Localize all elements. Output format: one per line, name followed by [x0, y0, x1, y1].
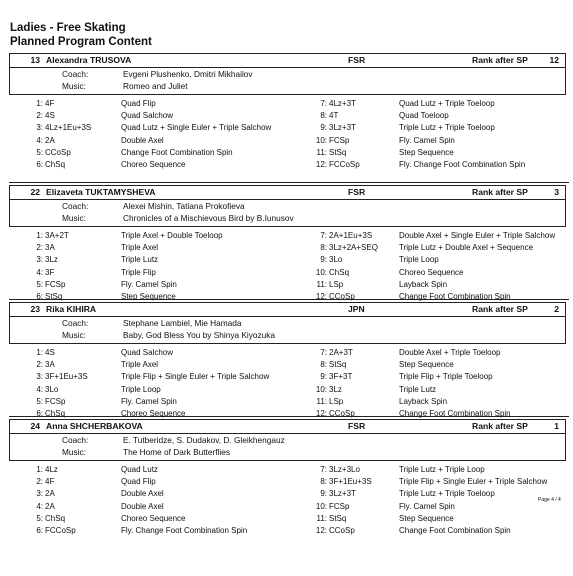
element-description: Triple Loop	[399, 255, 439, 265]
coach-value: Stephane Lambiel, Mie Hamada	[123, 318, 242, 328]
element-index: 7:	[320, 348, 327, 357]
element-code: StSq	[329, 147, 347, 157]
element-code: LSp	[329, 279, 344, 289]
element-index: 4:	[36, 135, 43, 145]
element-index: 6:	[36, 160, 43, 169]
element-code: 4T	[329, 111, 339, 121]
element-index: 4:	[36, 267, 43, 277]
rank-value: 2	[554, 304, 559, 314]
section-divider	[9, 416, 569, 417]
coach-value: E. Tutberidze, S. Dudakov, D. Gleikhengauz	[123, 435, 285, 445]
music-row	[10, 447, 565, 459]
element-code: CCoSp	[45, 147, 71, 157]
element-description: Triple Loop	[121, 384, 161, 394]
skater-name: Anna SHCHERBAKOVA	[46, 421, 143, 431]
skater-name: Elizaveta TUKTAMYSHEVA	[46, 187, 156, 197]
element-code: 3Lo	[329, 255, 343, 265]
element-code: 2A	[45, 501, 55, 511]
element-index: 7:	[320, 465, 327, 474]
element-index: 5:	[36, 513, 43, 523]
element-code: 2A	[45, 135, 55, 145]
element-index: 10:	[315, 267, 327, 277]
element-description: Triple Lutz + Triple Toeloop	[399, 489, 495, 499]
element-index: 10:	[315, 384, 327, 394]
rank-label: Rank after SP	[472, 187, 528, 197]
nation-code: FSR	[348, 187, 366, 197]
element-description: Triple Lutz	[121, 255, 159, 265]
element-index: 3:	[36, 489, 43, 499]
element-code: 3F+1Eu+3S	[329, 477, 372, 487]
element-description: Fly. Change Foot Combination Spin	[121, 526, 248, 535]
music-label: Music:	[62, 330, 86, 340]
element-code: ChSq	[45, 160, 66, 169]
element-index: 12:	[315, 292, 327, 301]
element-index: 11:	[316, 279, 327, 289]
element-index: 10:	[315, 135, 327, 145]
skater-header	[9, 302, 566, 317]
element-description: Layback Spin	[399, 279, 448, 289]
element-description: Triple Axel + Double Toeloop	[121, 231, 223, 240]
section-divider	[9, 182, 569, 183]
element-index: 9:	[320, 372, 327, 382]
skater-meta	[9, 68, 566, 95]
element-code: StSq	[329, 513, 347, 523]
element-description: Triple Lutz + Triple Toeloop	[399, 123, 495, 133]
element-code: StSq	[329, 360, 347, 370]
element-index: 10:	[315, 501, 327, 511]
element-index: 3:	[36, 255, 43, 265]
skater-name: Rika KIHIRA	[46, 304, 97, 314]
element-code: 2A	[45, 489, 55, 499]
element-description: Quad Flip	[121, 477, 156, 487]
element-list	[9, 95, 566, 169]
element-index: 12:	[315, 409, 327, 418]
rank-label: Rank after SP	[472, 55, 528, 65]
element-index: 9:	[320, 489, 327, 499]
element-index: 8:	[320, 111, 327, 121]
music-label: Music:	[62, 447, 86, 457]
section-divider	[9, 299, 569, 300]
element-description: Choreo Sequence	[399, 267, 464, 277]
music-value: Baby, God Bless You by Shinya Kiyozuka	[123, 330, 276, 340]
element-description: Fly. Change Foot Combination Spin	[399, 160, 526, 169]
skater-header	[9, 185, 566, 200]
element-code: 3Lz+3T	[329, 123, 356, 133]
skater-block	[9, 185, 566, 301]
element-code: 4Lz+3T	[329, 99, 356, 108]
music-row	[10, 81, 565, 93]
element-index: 2:	[36, 243, 43, 253]
element-description: Step Sequence	[121, 292, 176, 301]
element-index: 6:	[36, 526, 43, 535]
element-description: Quad Flip	[121, 99, 156, 108]
skater-name: Alexandra TRUSOVA	[46, 55, 132, 65]
element-index: 4:	[36, 501, 43, 511]
element-code: CCoSp	[329, 526, 355, 535]
element-description: Double Axel + Triple Toeloop	[399, 348, 501, 357]
element-code: 4S	[45, 348, 55, 357]
skater-block	[9, 53, 566, 169]
element-index: 1:	[36, 465, 43, 474]
skater-header	[9, 419, 566, 434]
element-description: Choreo Sequence	[121, 160, 186, 169]
element-description: Triple Lutz + Double Axel + Sequence	[399, 243, 534, 253]
rank-value: 12	[549, 55, 559, 65]
music-value: The Home of Dark Butterflies	[123, 447, 230, 457]
element-description: Quad Lutz	[121, 465, 158, 474]
page-number: Page 4 / 4	[538, 497, 561, 503]
element-code: 4Lz	[45, 465, 58, 474]
element-code: FCSp	[329, 135, 350, 145]
element-index: 12:	[315, 160, 327, 169]
page-header	[10, 21, 152, 49]
element-list	[9, 461, 566, 535]
element-code: 4F	[45, 99, 55, 108]
element-description: Choreo Sequence	[121, 409, 186, 418]
coach-row	[10, 318, 565, 330]
element-code: 4F	[45, 477, 55, 487]
music-row	[10, 330, 565, 342]
element-description: Layback Spin	[399, 396, 448, 406]
element-index: 3:	[36, 123, 43, 133]
element-description: Change Foot Combination Spin	[399, 526, 511, 535]
element-description: Fly. Camel Spin	[121, 279, 177, 289]
element-code: CCoSp	[329, 292, 355, 301]
element-code: 3F	[45, 267, 55, 277]
element-index: 4:	[36, 384, 43, 394]
coach-row	[10, 69, 565, 81]
page-subtitle: Planned Program Content	[10, 36, 152, 48]
element-code: ChSq	[329, 267, 350, 277]
element-code: FCSp	[45, 396, 66, 406]
element-index: 8:	[320, 477, 327, 487]
skater-block	[9, 419, 566, 535]
element-code: 3A+2T	[45, 231, 69, 240]
element-description: Fly. Camel Spin	[399, 135, 455, 145]
element-description: Quad Lutz + Single Euler + Triple Salchow	[121, 123, 272, 133]
element-code: ChSq	[45, 409, 66, 418]
element-index: 5:	[36, 396, 43, 406]
start-number: 22	[30, 187, 40, 197]
element-description: Fly. Camel Spin	[399, 501, 455, 511]
element-index: 7:	[320, 231, 327, 240]
page-title: Ladies - Free Skating	[10, 22, 126, 34]
music-label: Music:	[62, 81, 86, 91]
nation-code: JPN	[348, 304, 365, 314]
element-code: 3Lz	[45, 255, 58, 265]
element-code: FCSp	[329, 501, 350, 511]
element-list	[9, 227, 566, 301]
skater-header	[9, 53, 566, 68]
element-index: 8:	[320, 243, 327, 253]
skater-meta	[9, 200, 566, 227]
music-value: Romeo and Juliet	[123, 81, 188, 91]
element-description: Triple Flip + Single Euler + Triple Salchow	[399, 477, 548, 487]
skater-meta	[9, 317, 566, 344]
rank-value: 1	[554, 421, 559, 431]
element-description: Change Foot Combination Spin	[399, 409, 511, 418]
element-description: Triple Flip + Single Euler + Triple Salchow	[121, 372, 270, 382]
element-code: 3Lz	[329, 384, 342, 394]
coach-value: Evgeni Plushenko, Dmitri Mikhailov	[123, 69, 253, 79]
element-code: 2A+1Eu+3S	[329, 231, 373, 240]
skater-meta	[9, 434, 566, 461]
element-code: LSp	[329, 396, 344, 406]
music-value: Chronicles of a Mischievous Bird by B.Iunusov	[123, 213, 294, 223]
element-description: Quad Lutz + Triple Toeloop	[399, 99, 495, 108]
element-index: 11:	[316, 396, 327, 406]
element-description: Triple Axel	[121, 360, 159, 370]
element-code: 3Lz+3T	[329, 489, 356, 499]
element-description: Step Sequence	[399, 360, 454, 370]
element-description: Change Foot Combination Spin	[121, 147, 233, 157]
element-index: 6:	[36, 292, 43, 301]
element-list	[9, 344, 566, 418]
coach-row	[10, 435, 565, 447]
element-code: CCoSp	[329, 409, 355, 418]
element-index: 12:	[315, 526, 327, 535]
element-code: 2A+3T	[329, 348, 353, 357]
element-code: 4Lz+1Eu+3S	[45, 123, 92, 133]
element-index: 5:	[36, 147, 43, 157]
nation-code: FSR	[348, 421, 366, 431]
element-index: 9:	[320, 255, 327, 265]
element-index: 1:	[36, 99, 43, 108]
element-code: ChSq	[45, 513, 66, 523]
element-description: Choreo Sequence	[121, 513, 186, 523]
element-code: 3Lo	[45, 384, 59, 394]
element-index: 2:	[36, 111, 43, 121]
element-code: StSq	[45, 292, 63, 301]
element-description: Fly. Camel Spin	[121, 396, 177, 406]
element-description: Triple Lutz + Triple Loop	[399, 465, 485, 474]
element-code: 3F+1Eu+3S	[45, 372, 88, 382]
element-description: Double Axel	[121, 489, 164, 499]
element-description: Double Axel	[121, 135, 164, 145]
element-description: Step Sequence	[399, 513, 454, 523]
start-number: 24	[30, 421, 40, 431]
element-description: Triple Lutz	[399, 384, 437, 394]
element-code: FCSp	[45, 279, 66, 289]
coach-label: Coach:	[62, 318, 89, 328]
element-index: 1:	[36, 231, 43, 240]
element-index: 2:	[36, 360, 43, 370]
skater-block	[9, 302, 566, 418]
element-index: 11:	[316, 513, 327, 523]
start-number: 23	[30, 304, 40, 314]
coach-value: Alexei Mishin, Tatiana Prokofieva	[123, 201, 245, 211]
element-index: 3:	[36, 372, 43, 382]
coach-row	[10, 201, 565, 213]
element-index: 7:	[320, 99, 327, 108]
element-description: Triple Axel	[121, 243, 159, 253]
element-code: 3A	[45, 243, 55, 253]
element-description: Triple Flip + Triple Toeloop	[399, 372, 493, 382]
element-index: 6:	[36, 409, 43, 418]
element-index: 8:	[320, 360, 327, 370]
element-index: 2:	[36, 477, 43, 487]
element-description: Triple Flip	[121, 267, 156, 277]
element-index: 9:	[320, 123, 327, 133]
element-description: Change Foot Combination Spin	[399, 292, 511, 301]
element-index: 5:	[36, 279, 43, 289]
coach-label: Coach:	[62, 201, 89, 211]
rank-value: 3	[554, 187, 559, 197]
rank-label: Rank after SP	[472, 421, 528, 431]
nation-code: FSR	[348, 55, 366, 65]
music-label: Music:	[62, 213, 86, 223]
element-description: Double Axel	[121, 501, 164, 511]
element-index: 11:	[316, 147, 327, 157]
element-description: Quad Salchow	[121, 111, 174, 121]
element-code: FCCoSp	[329, 160, 360, 169]
element-code: 3F+3T	[329, 372, 353, 382]
element-description: Step Sequence	[399, 147, 454, 157]
element-description: Quad Toeloop	[399, 111, 449, 121]
start-number: 13	[30, 55, 40, 65]
element-code: FCCoSp	[45, 526, 76, 535]
coach-label: Coach:	[62, 69, 89, 79]
element-code: 4S	[45, 111, 55, 121]
music-row	[10, 213, 565, 225]
element-code: 3A	[45, 360, 55, 370]
rank-label: Rank after SP	[472, 304, 528, 314]
element-index: 1:	[36, 348, 43, 357]
element-code: 3Lz+3Lo	[329, 465, 360, 474]
element-description: Quad Salchow	[121, 348, 174, 357]
element-description: Double Axel + Single Euler + Triple Salchow	[399, 231, 556, 240]
element-code: 3Lz+2A+SEQ	[329, 243, 378, 253]
coach-label: Coach:	[62, 435, 89, 445]
